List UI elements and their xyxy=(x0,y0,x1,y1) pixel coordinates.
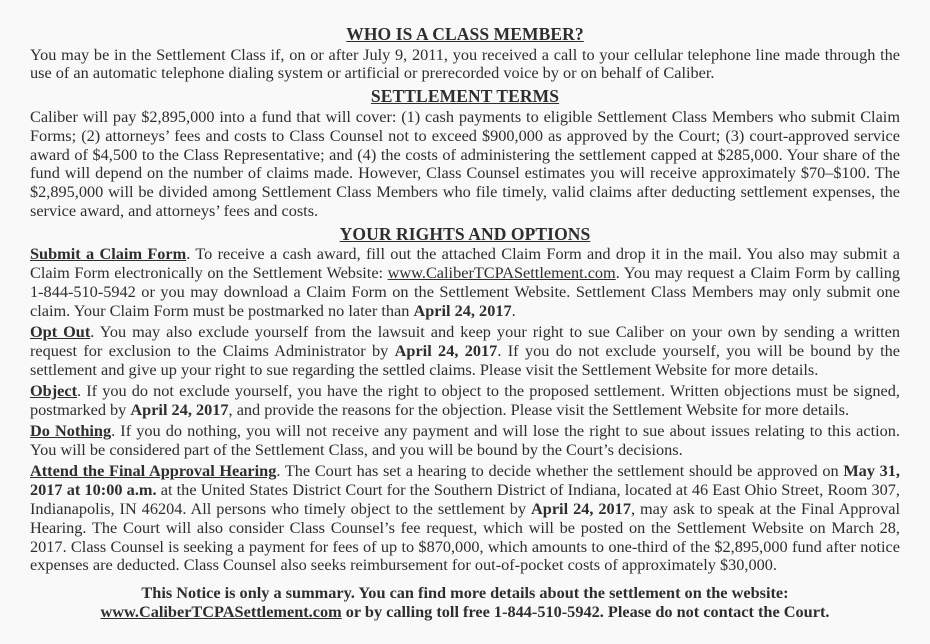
text-run-1: . If you do not exclude yourself, you have the right to object to the proposed settlement. Written objections must be signed, postmarked by xyxy=(30,381,900,419)
text-run-2: April 24, 2017 xyxy=(130,399,229,419)
heading-your-rights-and-options xyxy=(30,224,900,245)
text-run-2: May 31, 2017 at 10:00 a.m. xyxy=(30,461,900,500)
text-run-3: . If you do not exclude yourself, you will be bound by the settlement and give up your right to sue regarding the settled claims. Please visit the Settlement Website for more details. xyxy=(30,340,900,379)
notice-summary-footer xyxy=(30,583,900,621)
text-run-5: , may ask to speak at the Final Approval Hearing. The Court will also consider Class Counsel’s fee request, which will be posted on the Settlement Website on March 28, 2017. Class Counsel is seeking a payment for fees of up to $870,000, which amounts to one-third of the $2,895,000 fund after notice expenses are deducted. Class Counsel also seeks reimbursement for out-of-pocket costs of approximately $30,000. xyxy=(30,498,900,575)
text-run-3: at the United States District Court for the Southern District of Indiana, located at 46 East Ohio Street, Room 307, Indianapolis, IN 46204. All persons who timely object to the settlement by xyxy=(30,480,900,518)
text-run-0: Submit a Claim Form xyxy=(30,244,187,264)
text-run-2: April 24, 2017 xyxy=(394,340,498,360)
text-run-0: Attend the Final Approval Hearing xyxy=(30,461,277,481)
text-run-4: April 24, 2017 xyxy=(413,300,512,320)
heading-text: WHO IS A CLASS MEMBER? xyxy=(346,24,584,44)
paragraph-opt-out xyxy=(30,323,900,379)
text-run-1: www.CaliberTCPASettlement.com xyxy=(100,602,342,622)
text-run-2: or by calling toll free 1-844-510-5942. Please do not contact the Court. xyxy=(341,602,830,622)
text-run-0: This Notice is only a summary. You can find more details about the settlement on the website: xyxy=(141,583,789,603)
heading-text: YOUR RIGHTS AND OPTIONS xyxy=(339,223,591,244)
paragraph-attend-the-final-approval-hearing xyxy=(30,462,900,575)
text-run-1: . You may also exclude yourself from the lawsuit and keep your right to sue Caliber on your own by sending a written request for exclusion to the Claims Administrator by xyxy=(30,322,900,360)
heading-text: SETTLEMENT TERMS xyxy=(370,86,560,107)
text-run-0: You may be in the Settlement Class if, on or after July 9, 2011, you received a call to your cellular telephone line made through the use of an automatic telephone dialing system or artificial or prerecorded voice by or on behalf of Caliber. xyxy=(30,44,900,83)
text-run-1: . The Court has set a hearing to decide whether the settlement should be approved on xyxy=(276,461,844,481)
text-run-0: Object xyxy=(30,381,78,401)
text-run-1: . To receive a cash award, fill out the attached Claim Form and drop it in the mail. You also may submit a Claim Form electronically on the Settlement Website: xyxy=(30,244,900,283)
text-run-2: www.CaliberTCPASettlement.com xyxy=(387,263,616,283)
text-run-0: Caliber will pay $2,895,000 into a fund that will cover: (1) cash payments to eligible Settlement Class Members who submit Claim Forms; (2) attorneys’ fees and costs to Class Counsel not to exceed $900,000 as approved by the Court; (3) court-approved service award of $4,500 to the Class Representative; and (4) the costs of administering the settlement capped at $285,000. Your share of the fund will depend on the number of claims made. However, Class Counsel estimates you will receive approximately $70–$100. The $2,895,000 will be divided among Settlement Class Members who file timely, valid claims after deducting settlement expenses, the service award, and attorneys’ fees and costs. xyxy=(30,106,900,220)
text-run-0: Opt Out xyxy=(30,322,91,342)
text-run-4: April 24, 2017 xyxy=(531,498,631,518)
paragraph-submit-a-claim-form xyxy=(30,245,900,320)
text-run-5: . xyxy=(511,300,516,320)
text-run-0: Do Nothing xyxy=(30,421,112,441)
heading-settlement-terms xyxy=(30,86,900,107)
text-run-3: , and provide the reasons for the objection. Please visit the Settlement Website for more details. xyxy=(228,399,850,419)
paragraph-object xyxy=(30,382,900,420)
paragraph-do-nothing xyxy=(30,422,900,460)
paragraph-class-member-body xyxy=(30,46,900,84)
heading-who-is-a-class-member xyxy=(30,24,900,45)
text-run-1: . If you do nothing, you will not receive any payment and will lose the right to sue about issues relating to this action. You will be considered part of the Settlement Class, and you will be bound by the Court’s decisions. xyxy=(30,421,900,460)
paragraph-settlement-terms-body xyxy=(30,108,900,221)
text-run-3: . You may request a Claim Form by calling 1-844-510-5942 or you may download a Claim Form on the Settlement Website. Settlement Class Members may only submit one claim. Your Claim Form must be postmarked no later than xyxy=(30,263,900,320)
